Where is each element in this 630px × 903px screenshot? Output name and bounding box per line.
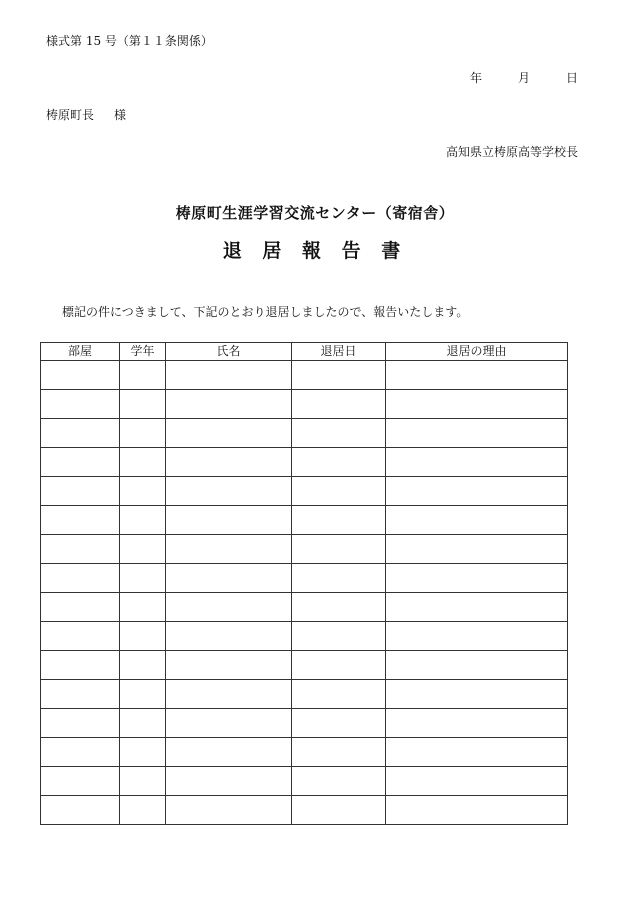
table-row <box>41 419 568 448</box>
cell-grade[interactable] <box>120 651 166 680</box>
cell-date[interactable] <box>292 767 386 796</box>
cell-grade[interactable] <box>120 448 166 477</box>
cell-date[interactable] <box>292 564 386 593</box>
issuer: 高知県立梼原高等学校長 <box>445 145 578 159</box>
cell-reason[interactable] <box>386 622 568 651</box>
cell-reason[interactable] <box>386 448 568 477</box>
cell-grade[interactable] <box>120 506 166 535</box>
cell-room[interactable] <box>41 564 120 593</box>
table-row <box>41 738 568 767</box>
cell-date[interactable] <box>292 593 386 622</box>
cell-date[interactable] <box>292 796 386 825</box>
cell-room[interactable] <box>41 709 120 738</box>
cell-room[interactable] <box>41 361 120 390</box>
date-day-label: 日 <box>565 71 578 85</box>
cell-date[interactable] <box>292 506 386 535</box>
cell-name[interactable] <box>166 709 292 738</box>
cell-room[interactable] <box>41 477 120 506</box>
table-row <box>41 593 568 622</box>
cell-name[interactable] <box>166 477 292 506</box>
cell-name[interactable] <box>166 593 292 622</box>
cell-room[interactable] <box>41 506 120 535</box>
cell-reason[interactable] <box>386 419 568 448</box>
cell-room[interactable] <box>41 593 120 622</box>
table-row <box>41 361 568 390</box>
cell-grade[interactable] <box>120 622 166 651</box>
cell-reason[interactable] <box>386 564 568 593</box>
cell-name[interactable] <box>166 448 292 477</box>
cell-room[interactable] <box>41 390 120 419</box>
cell-name[interactable] <box>166 680 292 709</box>
cell-room[interactable] <box>41 767 120 796</box>
cell-date[interactable] <box>292 622 386 651</box>
intro-text: 標記の件につきまして、下記のとおり退居しましたので、報告いたします。 <box>62 305 469 319</box>
cell-reason[interactable] <box>386 738 568 767</box>
column-header-grade: 学年 <box>120 343 166 361</box>
cell-grade[interactable] <box>120 593 166 622</box>
table-row <box>41 651 568 680</box>
cell-name[interactable] <box>166 506 292 535</box>
cell-room[interactable] <box>41 535 120 564</box>
cell-reason[interactable] <box>386 767 568 796</box>
cell-name[interactable] <box>166 361 292 390</box>
cell-reason[interactable] <box>386 796 568 825</box>
date-month-label: 月 <box>517 71 530 85</box>
cell-date[interactable] <box>292 651 386 680</box>
cell-grade[interactable] <box>120 419 166 448</box>
cell-date[interactable] <box>292 390 386 419</box>
table-row <box>41 622 568 651</box>
cell-name[interactable] <box>166 796 292 825</box>
cell-room[interactable] <box>41 680 120 709</box>
table-row <box>41 390 568 419</box>
cell-room[interactable] <box>41 738 120 767</box>
cell-date[interactable] <box>292 477 386 506</box>
cell-name[interactable] <box>166 564 292 593</box>
withdrawal-table <box>40 342 568 825</box>
cell-reason[interactable] <box>386 593 568 622</box>
cell-reason[interactable] <box>386 535 568 564</box>
form-number: 様式第 15 号（第１１条関係） <box>46 34 213 48</box>
cell-reason[interactable] <box>386 506 568 535</box>
cell-grade[interactable] <box>120 477 166 506</box>
cell-reason[interactable] <box>386 680 568 709</box>
cell-grade[interactable] <box>120 564 166 593</box>
addressee-name: 梼原町長 <box>46 108 95 122</box>
cell-date[interactable] <box>292 535 386 564</box>
cell-room[interactable] <box>41 419 120 448</box>
cell-grade[interactable] <box>120 390 166 419</box>
cell-reason[interactable] <box>386 361 568 390</box>
table-row <box>41 709 568 738</box>
cell-grade[interactable] <box>120 796 166 825</box>
table-header-row <box>41 343 568 361</box>
facility-title: 梼原町生涯学習交流センター（寄宿舎） <box>175 204 455 222</box>
cell-room[interactable] <box>41 651 120 680</box>
cell-grade[interactable] <box>120 361 166 390</box>
cell-grade[interactable] <box>120 709 166 738</box>
cell-date[interactable] <box>292 709 386 738</box>
cell-grade[interactable] <box>120 738 166 767</box>
cell-date[interactable] <box>292 419 386 448</box>
cell-date[interactable] <box>292 738 386 767</box>
date-year-label: 年 <box>469 71 482 85</box>
table-row <box>41 477 568 506</box>
cell-name[interactable] <box>166 738 292 767</box>
cell-name[interactable] <box>166 535 292 564</box>
table-row <box>41 535 568 564</box>
cell-room[interactable] <box>41 796 120 825</box>
date-line <box>470 69 578 86</box>
cell-grade[interactable] <box>120 535 166 564</box>
addressee <box>46 106 126 123</box>
cell-name[interactable] <box>166 651 292 680</box>
cell-name[interactable] <box>166 622 292 651</box>
column-header-room: 部屋 <box>41 343 120 361</box>
table-row <box>41 680 568 709</box>
addressee-honorific: 様 <box>114 108 127 122</box>
cell-grade[interactable] <box>120 767 166 796</box>
document-title: 退 居 報 告 書 <box>222 240 408 262</box>
cell-name[interactable] <box>166 767 292 796</box>
table-row <box>41 767 568 796</box>
cell-grade[interactable] <box>120 680 166 709</box>
table-row <box>41 796 568 825</box>
table-body <box>41 361 568 825</box>
table-row <box>41 564 568 593</box>
table-row <box>41 448 568 477</box>
cell-reason[interactable] <box>386 390 568 419</box>
cell-room[interactable] <box>41 448 120 477</box>
cell-reason[interactable] <box>386 709 568 738</box>
column-header-name: 氏名 <box>166 343 292 361</box>
column-header-date: 退居日 <box>292 343 386 361</box>
cell-reason[interactable] <box>386 477 568 506</box>
cell-date[interactable] <box>292 680 386 709</box>
cell-room[interactable] <box>41 622 120 651</box>
cell-date[interactable] <box>292 361 386 390</box>
cell-reason[interactable] <box>386 651 568 680</box>
cell-date[interactable] <box>292 448 386 477</box>
cell-name[interactable] <box>166 419 292 448</box>
column-header-reason: 退居の理由 <box>386 343 568 361</box>
table-row <box>41 506 568 535</box>
cell-name[interactable] <box>166 390 292 419</box>
